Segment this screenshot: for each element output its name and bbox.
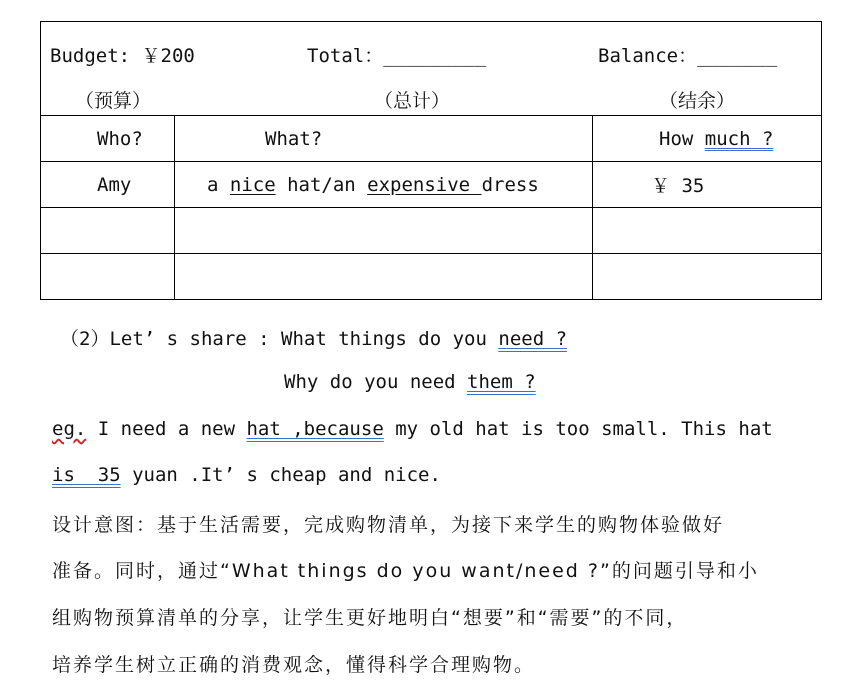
design-intent-line-1: 设计意图：基于生活需要，完成购物清单，为接下来学生的购物体验做好 [52,514,725,536]
design-intent-line-2: 准备。同时，通过“What things do you want/need ?”的问题引导和小 [52,560,759,582]
price-cell: ￥ 35 [593,162,822,208]
budget-label: Budget: ￥200 [50,45,195,67]
shopping-budget-table [40,21,822,300]
budget-header-cell [41,22,822,116]
who-cell: Amy [41,162,175,208]
how-much-header: How much ? [593,116,822,162]
balance-cn-label: （结余） [659,90,736,112]
budget-cn-label: （预算） [75,90,152,112]
table-header-row [41,116,822,162]
example-line-1: eg. I need a new hat ,because my old hat is too small. This hat [52,418,773,440]
empty-cell[interactable] [41,208,175,254]
eg-word: eg. [52,418,87,440]
total-cn-label: （总计） [374,90,451,112]
example-line-2: is 35 yuan .It’ s cheap and nice. [52,464,441,486]
empty-cell[interactable] [41,254,175,300]
total-blank[interactable]: _________ [383,45,487,67]
table-row [41,254,822,300]
empty-cell[interactable] [593,208,822,254]
total-label: Total：_________ [307,45,487,67]
empty-cell[interactable] [175,254,593,300]
balance-label: Balance：_______ [598,45,778,67]
share-line-2: Why do you need them ? [284,371,536,393]
empty-cell[interactable] [175,208,593,254]
empty-cell[interactable] [593,254,822,300]
table-row [41,208,822,254]
balance-blank[interactable]: _______ [697,45,778,67]
design-intent-line-4: 培养学生树立正确的消费观念，懂得科学合理购物。 [52,654,536,676]
what-cell: a nice hat/an expensive dress [175,162,593,208]
who-header: Who? [41,116,175,162]
table-row [41,162,822,208]
share-line-1: （2）Let’ s share : What things do you need ? [60,328,568,350]
design-intent-line-3: 组购物预算清单的分享，让学生更好地明白“想要”和“需要”的不同， [52,607,688,629]
what-header: What? [175,116,593,162]
